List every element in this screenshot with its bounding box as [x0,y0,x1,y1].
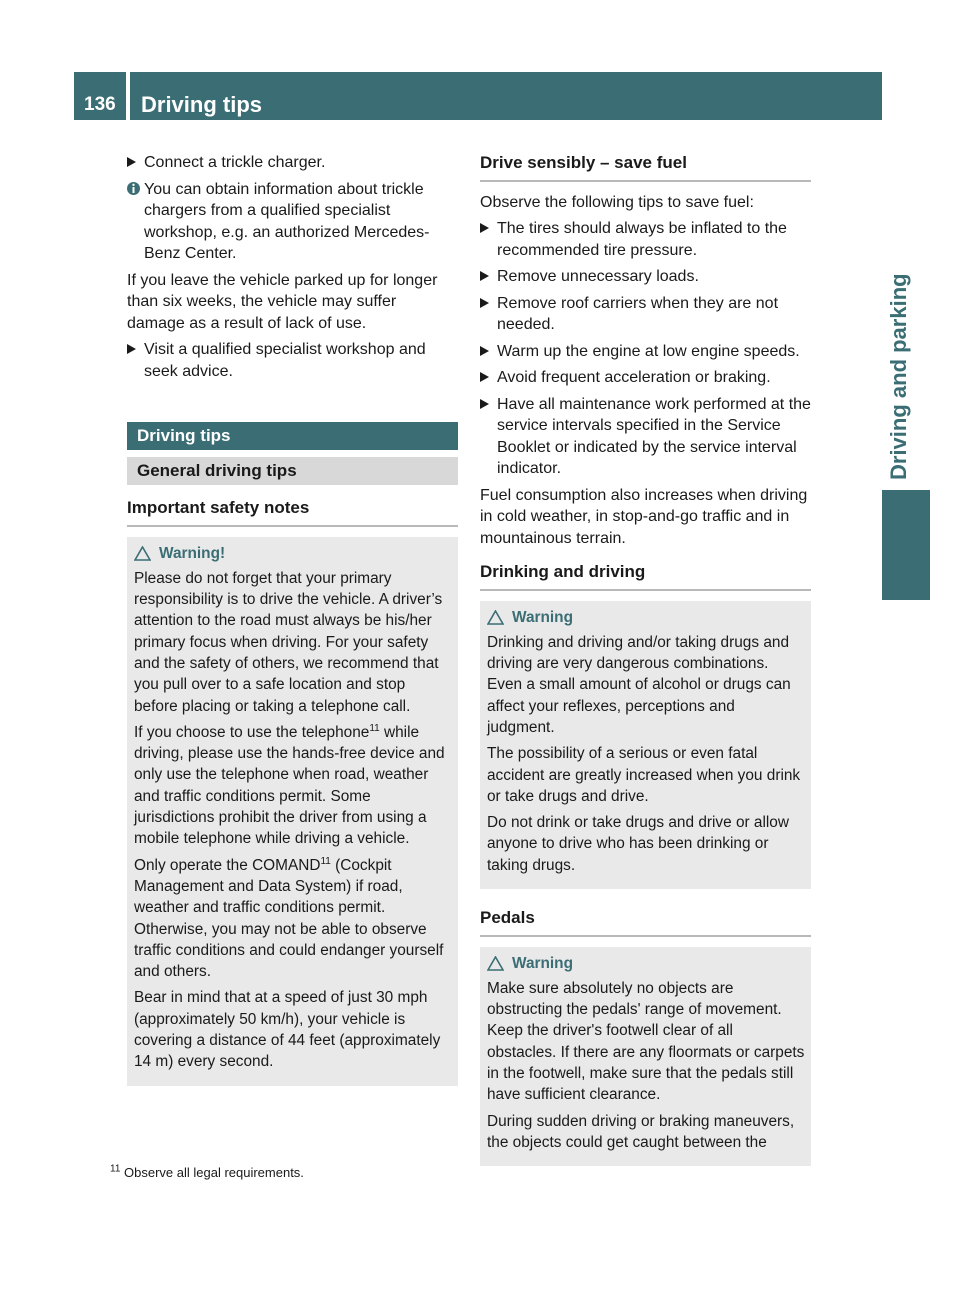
info-icon [127,181,140,196]
side-tab-label: Driving and parking [886,273,911,480]
instruction-step: Visit a qualified specialist workshop and seek advice. [127,339,458,382]
heading-save-fuel: Drive sensibly – save fuel [480,152,811,182]
page-title: Driving tips [141,92,263,117]
tip-item: Remove roof carriers when they are not needed. [480,293,811,336]
info-note: You can obtain information about trickle chargers from a qualified specialist workshop, e.g. an authorized Mercedes-Benz Center. [127,179,458,265]
right-column [480,152,811,1180]
step-arrow-icon [480,271,489,281]
tip-item: Avoid frequent acceleration or braking. [480,367,811,389]
side-tab-block [882,490,930,600]
warning-box: Warning Make sure absolutely no objects are obstructing the pedals' range of movement. Keep the driver's footwell clear of all obstacles. If there are any floormats or carpets in the footwell, make sure that the pedals still have sufficient clearance. During sudden driving or braking maneuvers, the objects could get caught between the [480,947,811,1167]
page-number: 136 [84,94,116,115]
left-column [127,152,458,1100]
footnote: $^{11}$ Observe all legal requirements. [110,1163,304,1180]
warning-triangle-icon [487,610,504,625]
step-arrow-icon [480,223,489,233]
tip-item: Warm up the engine at low engine speeds. [480,341,811,363]
warning-triangle-icon [487,956,504,971]
step-arrow-icon [127,157,136,167]
tip-item: The tires should always be inflated to the recommended tire pressure. [480,218,811,261]
step-arrow-icon [127,344,136,354]
warning-title: Warning! [134,543,452,564]
warning-title: Warning [487,607,805,628]
header-separator [126,72,130,120]
warning-box: Warning! Please do not forget that your primary responsibility is to drive the vehicle. A driver’s attention to the road must always be his/her primary focus when driving. For your safety and the safety of others, we recommend that you pull over to a safe location and stop before placing or taking a telephone call. If you choose to use the telephone$^{11}$ while driving, please use the hands-free device and only use the telephone when road, weather and traffic conditions permit. Some jurisdictions prohibit the driver from using a mobile telephone while driving a vehicle. Only operate the COMAND$^{11}$ (Cockpit Management and Data System) if road, weather and traffic conditions permit. Otherwise, you may not be able to observe traffic conditions and could endanger yourself and others. Bear in mind that at a speed of just 30 mph (approximately 50 km/h), your vehicle is covering a distance of 44 feet (approximately 14 m) every second. [127,537,458,1086]
step-arrow-icon [480,298,489,308]
tip-item: Remove unnecessary loads. [480,266,811,288]
section-title: Driving tips [127,422,458,450]
tip-item: Have all maintenance work performed at the service intervals specified in the Service Booklet or indicated by the service interval indicator. [480,394,811,480]
heading-pedals: Pedals [480,907,811,937]
instruction-step: Connect a trickle charger. [127,152,458,174]
warning-title: Warning [487,953,805,974]
step-arrow-icon [480,399,489,409]
heading-important-safety-notes: Important safety notes [127,497,458,527]
paragraph: If you leave the vehicle parked up for longer than six weeks, the vehicle may suffer damage as a result of lack of use. [127,271,438,332]
step-arrow-icon [480,346,489,356]
warning-triangle-icon [134,546,151,561]
warning-box: Warning Drinking and driving and/or taking drugs and driving are very dangerous combinations. Even a small amount of alcohol or drugs can affect your reflexes, perceptions and judgment. The possibility of a serious or even fatal accident are greatly increased when you drink or take drugs and drive. Do not drink or take drugs and drive or allow anyone to drive who has been drinking or taking drugs. [480,601,811,890]
heading-drinking-and-driving: Drinking and driving [480,561,811,591]
paragraph: Fuel consumption also increases when driving in cold weather, in stop-and-go traffic and in mountainous terrain. [480,486,808,547]
subsection-title: General driving tips [127,457,458,485]
paragraph: Observe the following tips to save fuel: [480,193,754,211]
step-arrow-icon [480,372,489,382]
